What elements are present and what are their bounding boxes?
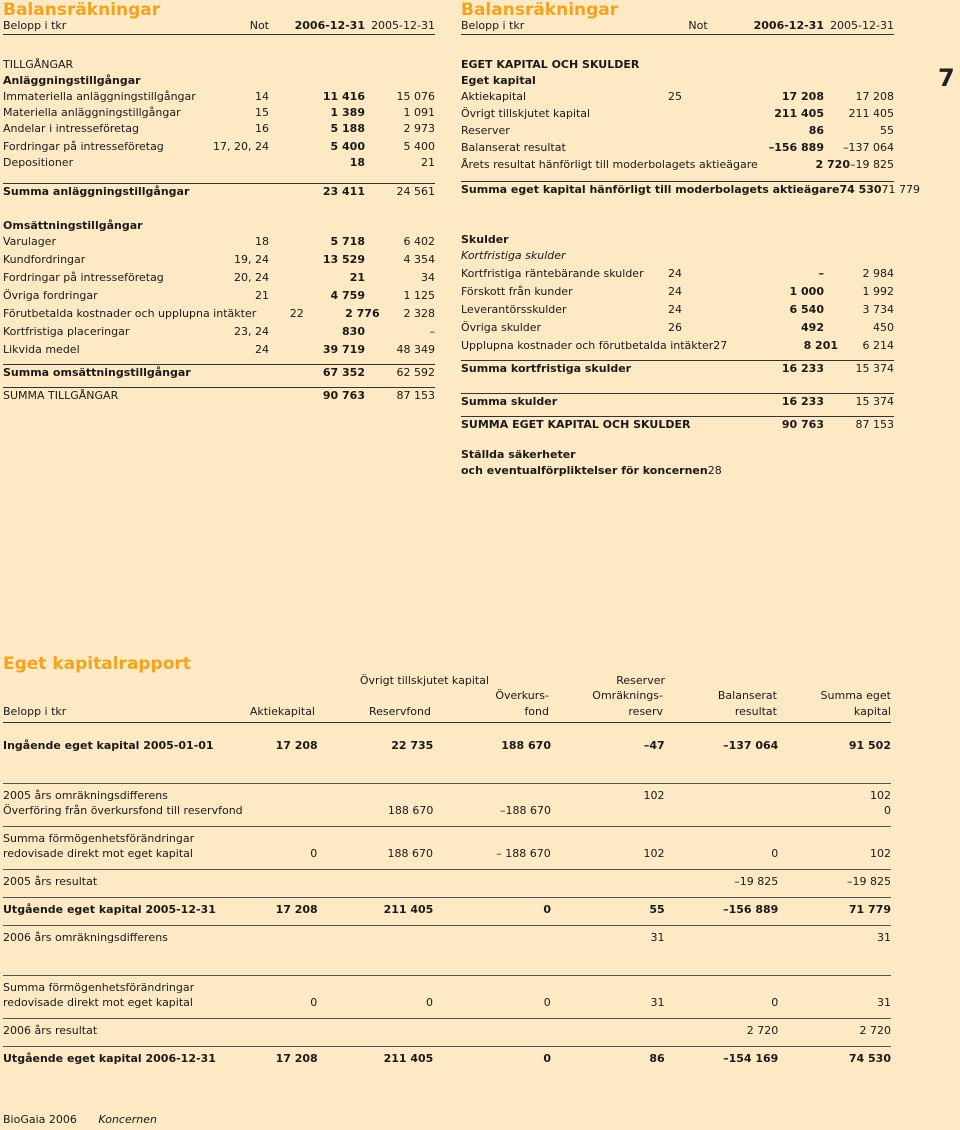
equity-row: Summa förmögenhetsförändringar — [3, 981, 195, 994]
table-row: Materiella anläggningstillgångar 15 1 389 1 091 — [3, 106, 435, 119]
table-row: Varulager 18 5 718 6 402 — [3, 235, 435, 248]
section-heading: EGET KAPITAL OCH SKULDER — [461, 58, 640, 71]
header-year1: 2006-12-31 — [753, 19, 824, 32]
table-row: Årets resultat hänförligt till moderbolagets aktieägare 2 720 –19 825 — [461, 158, 894, 171]
table-row: Övriga skulder 26 492 450 — [461, 321, 894, 334]
equity-row-group — [3, 897, 891, 917]
table-row: Övriga fordringar 21 4 759 1 125 — [3, 289, 435, 302]
table-row: Kundfordringar 19, 24 13 529 4 354 — [3, 253, 435, 266]
table-row: Kortfristiga placeringar 23, 24 830 – — [3, 325, 435, 338]
equity-row-group — [3, 1046, 891, 1066]
header-year2: 2005-12-31 — [371, 19, 435, 32]
equity-header — [3, 674, 891, 723]
table-row: Aktiekapital 25 17 208 17 208 — [461, 90, 894, 103]
header-label: Belopp i tkr — [461, 19, 525, 32]
footer — [3, 1113, 157, 1126]
equity-row-group — [3, 734, 891, 753]
subsection-heading: Eget kapital — [461, 74, 536, 87]
col-header: Reservfond — [368, 705, 431, 718]
total-row: SUMMA EGET KAPITAL OCH SKULDER 90 763 87 153 — [461, 418, 894, 431]
header-label: Belopp i tkr — [3, 19, 67, 32]
equity-row: Utgående eget kapital 2005-12-31 17 208 211 405 0 55 –156 889 71 779 — [3, 903, 891, 916]
equity-row: 2005 års resultat –19 825 –19 825 — [3, 875, 891, 888]
equity-row: 2006 års omräkningsdifferens 31 31 — [3, 931, 891, 944]
col-header: Summa eget — [820, 689, 891, 702]
header-not: Not — [249, 19, 269, 32]
table-row: Depositioner 18 21 — [3, 156, 435, 169]
section-heading: Skulder — [461, 233, 509, 246]
col-header: reserv — [628, 705, 663, 718]
table-row: Förskott från kunder 24 1 000 1 992 — [461, 285, 894, 298]
col-header: Omräknings- — [592, 689, 663, 702]
col-header: resultat — [734, 705, 777, 718]
col-header: kapital — [853, 705, 891, 718]
left-title: Balansräkningar — [3, 0, 161, 20]
header-year2: 2005-12-31 — [830, 19, 894, 32]
col-header: fond — [524, 705, 549, 718]
equity-table — [3, 734, 891, 1066]
subsection-heading: Anläggningstillgångar — [3, 74, 141, 87]
section-heading: Omsättningstillgångar — [3, 219, 143, 232]
sum-row: Summa anläggningstillgångar 23 411 24 561 — [3, 185, 435, 198]
table-row: Andelar i intresseföretag 16 5 188 2 973 — [3, 122, 435, 135]
equity-title: Eget kapitalrapport — [3, 654, 191, 674]
table-row: Kortfristiga räntebärande skulder 24 – 2 984 — [461, 267, 894, 280]
table-row: Fordringar på intresseföretag 17, 20, 24 5 400 5 400 — [3, 140, 435, 153]
equity-row: redovisade direkt mot eget kapital 0 188 670 – 188 670 102 0 102 — [3, 847, 891, 860]
pledge-heading: Ställda säkerheter — [461, 448, 576, 461]
table-row: Balanserat resultat –156 889 –137 064 — [461, 141, 894, 154]
equity-row: Summa förmögenhetsförändringar — [3, 832, 195, 845]
header-year1: 2006-12-31 — [294, 19, 365, 32]
equity-row: Utgående eget kapital 2006-12-31 17 208 211 405 0 86 –154 169 74 530 — [3, 1052, 891, 1065]
col-header: Balanserat — [717, 689, 777, 702]
equity-row: 2005 års omräkningsdifferens 102 102 — [3, 789, 891, 802]
equity-row: redovisade direkt mot eget kapital 0 0 0 31 0 31 — [3, 996, 891, 1009]
table-row: Förutbetalda kostnader och upplupna intäkter 22 2 776 2 328 — [3, 307, 435, 320]
group-header: Övrigt tillskjutet kapital — [359, 674, 489, 687]
equity-row: Överföring från överkursfond till reservfond 188 670 –188 670 0 — [3, 804, 891, 817]
pledge-row: och eventualförpliktelser för koncernen 28 — [461, 464, 722, 477]
table-row: Övrigt tillskjutet kapital 211 405 211 405 — [461, 107, 894, 120]
footer-company: BioGaia 2006 — [3, 1113, 77, 1126]
table-row: Likvida medel 24 39 719 48 349 — [3, 343, 435, 356]
equity-row-group — [3, 925, 891, 945]
equity-row: Ingående eget kapital 2005-01-01 17 208 22 735 188 670 –47 –137 064 91 502 — [3, 739, 891, 752]
sum-row: Summa skulder 16 233 15 374 — [461, 395, 894, 408]
header-not: Not — [688, 19, 708, 32]
sum-row: Summa eget kapital hänförligt till moderbolagets aktieägare 74 530 71 779 — [461, 183, 921, 196]
right-title: Balansräkningar — [461, 0, 619, 20]
total-row: SUMMA TILLGÅNGAR 90 763 87 153 — [3, 389, 435, 402]
subsection-heading: Kortfristiga skulder — [461, 249, 566, 262]
group-header: Reserver — [616, 674, 665, 687]
footer-section: Koncernen — [98, 1113, 157, 1126]
page-number: 7 — [938, 64, 955, 92]
section-heading: TILLGÅNGAR — [3, 58, 74, 71]
sum-row: Summa omsättningstillgångar 67 352 62 592 — [3, 366, 435, 379]
table-row: Leverantörsskulder 24 6 540 3 734 — [461, 303, 894, 316]
sum-row: Summa kortfristiga skulder 16 233 15 374 — [461, 362, 894, 375]
equity-row-group — [3, 783, 891, 818]
table-row: Upplupna kostnader och förutbetalda intäkter 27 8 201 6 214 — [461, 339, 894, 352]
header-label: Belopp i tkr — [3, 705, 67, 718]
balance-equity-liabilities-table — [461, 18, 921, 479]
table-header — [461, 18, 894, 35]
col-header: Överkurs- — [495, 689, 549, 702]
col-header: Aktiekapital — [249, 705, 315, 718]
table-row: Fordringar på intresseföretag 20, 24 21 34 — [3, 271, 435, 284]
balance-assets-table — [3, 18, 435, 404]
equity-row: 2006 års resultat 2 720 2 720 — [3, 1024, 891, 1037]
equity-row-group — [3, 1018, 891, 1038]
equity-row-group — [3, 826, 891, 861]
equity-row-group — [3, 975, 891, 1010]
equity-row-group — [3, 869, 891, 889]
table-row: Immateriella anläggningstillgångar 14 11 416 15 076 — [3, 90, 435, 103]
table-row: Reserver 86 55 — [461, 124, 894, 137]
table-header — [3, 18, 435, 35]
